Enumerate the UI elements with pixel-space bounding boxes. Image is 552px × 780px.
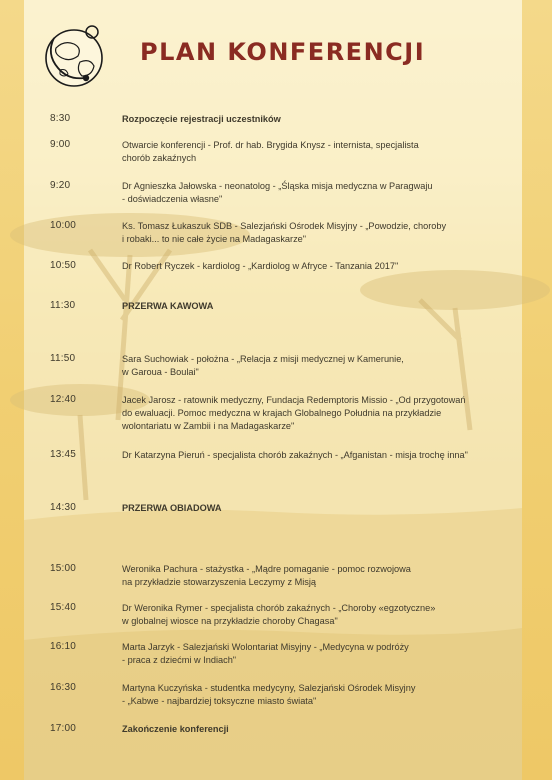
- page-title: PLAN KONFERENCJI: [140, 38, 426, 66]
- schedule-description-line: Rozpoczęcie rejestracji uczestników: [122, 114, 281, 124]
- schedule-time: 12:40: [50, 394, 77, 405]
- schedule-time: 13:45: [50, 449, 77, 460]
- schedule-time: 15:40: [50, 602, 77, 613]
- schedule-description-line: Sara Suchowiak - położna - „Relacja z misji medycznej w Kamerunie,: [122, 354, 404, 364]
- schedule-description-line: chorób zakaźnych: [122, 153, 197, 163]
- schedule-description-line: i robaki... to nie całe życie na Madagaskarze": [122, 234, 307, 244]
- schedule-description-line: wolontariatu w Zambii i na Madagaskarze": [122, 421, 295, 431]
- schedule-description: [122, 113, 507, 126]
- schedule-description-line: Marta Jarzyk - Salezjański Wolontariat Misyjny - „Medycyna w podróży: [122, 642, 409, 652]
- schedule-time: 8:30: [50, 113, 71, 124]
- schedule-description: [122, 682, 507, 708]
- schedule-description-line: Otwarcie konferencji - Prof. dr hab. Brygida Knysz - internista, specjalista: [122, 140, 419, 150]
- schedule-description: [122, 300, 507, 313]
- schedule-time: 9:00: [50, 139, 71, 150]
- schedule-description: [122, 353, 507, 379]
- schedule-description-line: PRZERWA KAWOWA: [122, 301, 214, 311]
- schedule-description: [122, 602, 507, 628]
- schedule-description: [122, 180, 507, 206]
- schedule-time: 10:50: [50, 260, 77, 271]
- schedule-time: 15:00: [50, 563, 77, 574]
- schedule-time: 14:30: [50, 502, 77, 513]
- schedule-description-line: Dr Robert Ryczek - kardiolog - „Kardiolog w Afryce - Tanzania 2017": [122, 261, 399, 271]
- schedule-description: [122, 449, 507, 462]
- schedule-time: 10:00: [50, 220, 77, 231]
- schedule-description-line: Dr Agnieszka Jałowska - neonatolog - „Śląska misja medyczna w Paragwaju: [122, 181, 433, 191]
- schedule-time: 11:50: [50, 353, 76, 364]
- schedule-time: 9:20: [50, 180, 71, 191]
- schedule-description: [122, 641, 507, 667]
- schedule-description-line: w globalnej wiosce na przykładzie choroby Chagasa": [122, 616, 338, 626]
- schedule-description-line: - doświadczenia własne": [122, 194, 223, 204]
- schedule-description-line: PRZERWA OBIADOWA: [122, 503, 222, 513]
- schedule-description-line: Dr Katarzyna Pieruń - specjalista chorób zakaźnych - „Afganistan - misja trochę inna": [122, 450, 468, 460]
- schedule-description-line: Jacek Jarosz - ratownik medyczny, Fundacja Redemptoris Missio - „Od przygotowań: [122, 395, 466, 405]
- schedule-description: [122, 723, 507, 736]
- schedule-description: [122, 139, 507, 165]
- schedule-time: 16:30: [50, 682, 77, 693]
- schedule-description-line: w Garoua - Boulai": [122, 367, 199, 377]
- schedule-time: 11:30: [50, 300, 76, 311]
- schedule-description-line: Dr Weronika Rymer - specjalista chorób zakaźnych - „Choroby «egzotyczne»: [122, 603, 436, 613]
- schedule-description-line: na przykładzie stowarzyszenia Leczymy z Misją: [122, 577, 317, 587]
- schedule-description-line: Weronika Pachura - stażystka - „Mądre pomaganie - pomoc rozwojowa: [122, 564, 411, 574]
- schedule-time: 16:10: [50, 641, 77, 652]
- schedule-description-line: - „Kabwe - najbardziej toksyczne miasto świata": [122, 696, 317, 706]
- schedule-description: [122, 220, 507, 246]
- schedule-description: [122, 563, 507, 589]
- schedule-description-line: Ks. Tomasz Łukaszuk SDB - Salezjański Ośrodek Misyjny - „Powodzie, choroby: [122, 221, 447, 231]
- schedule-description-line: Zakończenie konferencji: [122, 724, 229, 734]
- schedule-description: [122, 502, 507, 515]
- schedule-description-line: do ewaluacji. Pomoc medyczna w krajach Globalnego Południa na przykładzie: [122, 408, 442, 418]
- schedule-description: [122, 260, 507, 273]
- schedule-description-line: - praca z dziećmi w Indiach": [122, 655, 237, 665]
- schedule-description-line: Martyna Kuczyńska - studentka medycyny, Salezjański Ośrodek Misyjny: [122, 683, 416, 693]
- schedule-time: 17:00: [50, 723, 77, 734]
- schedule-description: [122, 394, 507, 433]
